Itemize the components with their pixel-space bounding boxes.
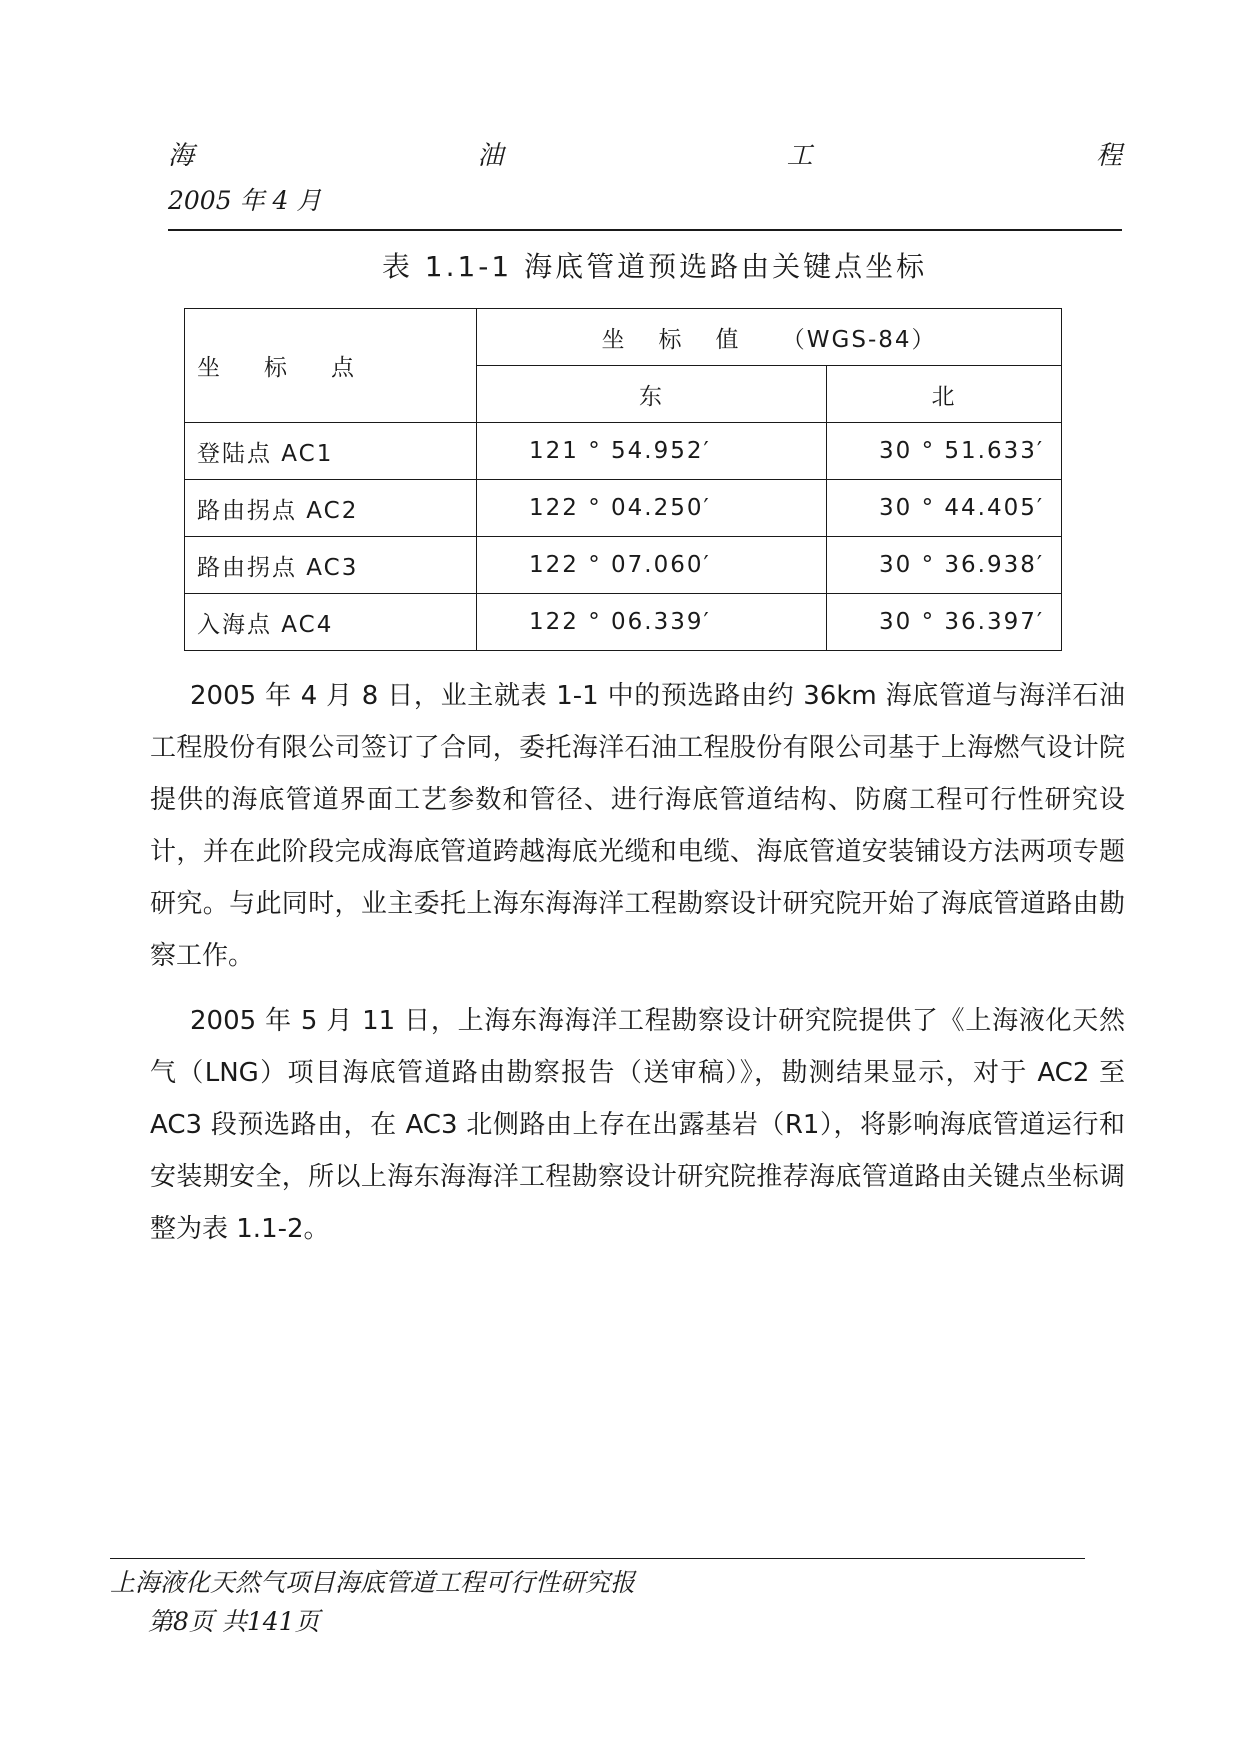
point-cell: 登陆点 AC1 [185, 423, 477, 480]
east-cell: 122 ° 07.060′ [477, 537, 827, 594]
header-char: 海 [168, 141, 195, 171]
paragraph-text: 2005 年 5 月 11 日，上海东海海洋工程勘察设计研究院提供了《上海液化天然气（LNG）项目海底管道路由勘察报告（送审稿）》，勘测结果显示，对于 AC2 至 AC3 段预选路由，在 AC3 北侧路由上存在出露基岩（R1），将影响海底管道运行和安装期安全，所以上海东海海洋工程勘察设计研究院推荐海底管道路由关键点坐标调整为表 1.1-2。 [150, 1006, 1125, 1244]
north-cell: 30 ° 36.938′ [827, 537, 1062, 594]
header-north-cell: 北 [827, 366, 1062, 423]
header-date: 2005 年 4 月 [168, 186, 322, 215]
header-coord-main: 坐标值 [601, 326, 773, 353]
table-caption: 表 1.1-1 海底管道预选路由关键点坐标 [381, 250, 928, 283]
point-cell: 路由拐点 AC3 [185, 537, 477, 594]
east-cell: 121 ° 54.952′ [477, 423, 827, 480]
table-row [185, 594, 1062, 651]
north-cell: 30 ° 36.397′ [827, 594, 1062, 651]
paragraph-text: 2005 年 4 月 8 日，业主就表 1-1 中的预选路由约 36km 海底管道与海洋石油工程股份有限公司签订了合同，委托海洋石油工程股份有限公司基于上海燃气设计院提供的海底管道界面工艺参数和管径、进行海底管道结构、防腐工程可行性研究设计，并在此阶段完成海底管道跨越海底光缆和电缆、海底管道安装铺设方法两项专题研究。与此同时，业主委托上海东海海洋工程勘察设计研究院开始了海底管道路由勘察工作。 [150, 681, 1125, 971]
north-cell: 30 ° 51.633′ [827, 423, 1062, 480]
body-paragraph-1 [150, 670, 1125, 982]
header-char: 工 [786, 141, 813, 171]
point-cell: 入海点 AC4 [185, 594, 477, 651]
page-number: 第8页 共141页 [148, 1607, 320, 1636]
table-row [185, 537, 1062, 594]
body-paragraph-2 [150, 995, 1125, 1255]
header-divider [168, 229, 1122, 231]
footer-divider [110, 1558, 1085, 1559]
table-header-row [185, 309, 1062, 366]
header-point-cell: 坐标点 [185, 309, 477, 423]
east-cell: 122 ° 06.339′ [477, 594, 827, 651]
header-char: 程 [1095, 141, 1122, 171]
header-coord-cell [477, 309, 1062, 366]
table-row [185, 480, 1062, 537]
header-char: 油 [477, 141, 504, 171]
point-cell: 路由拐点 AC2 [185, 480, 477, 537]
header-east-cell: 东 [477, 366, 827, 423]
table-row [185, 423, 1062, 480]
header-title [168, 135, 1122, 172]
east-cell: 122 ° 04.250′ [477, 480, 827, 537]
footer-title: 上海液化天然气项目海底管道工程可行性研究报 [110, 1568, 636, 1597]
header-coord-system: （WGS-84） [781, 326, 937, 353]
north-cell: 30 ° 44.405′ [827, 480, 1062, 537]
coordinates-table [184, 308, 1062, 651]
